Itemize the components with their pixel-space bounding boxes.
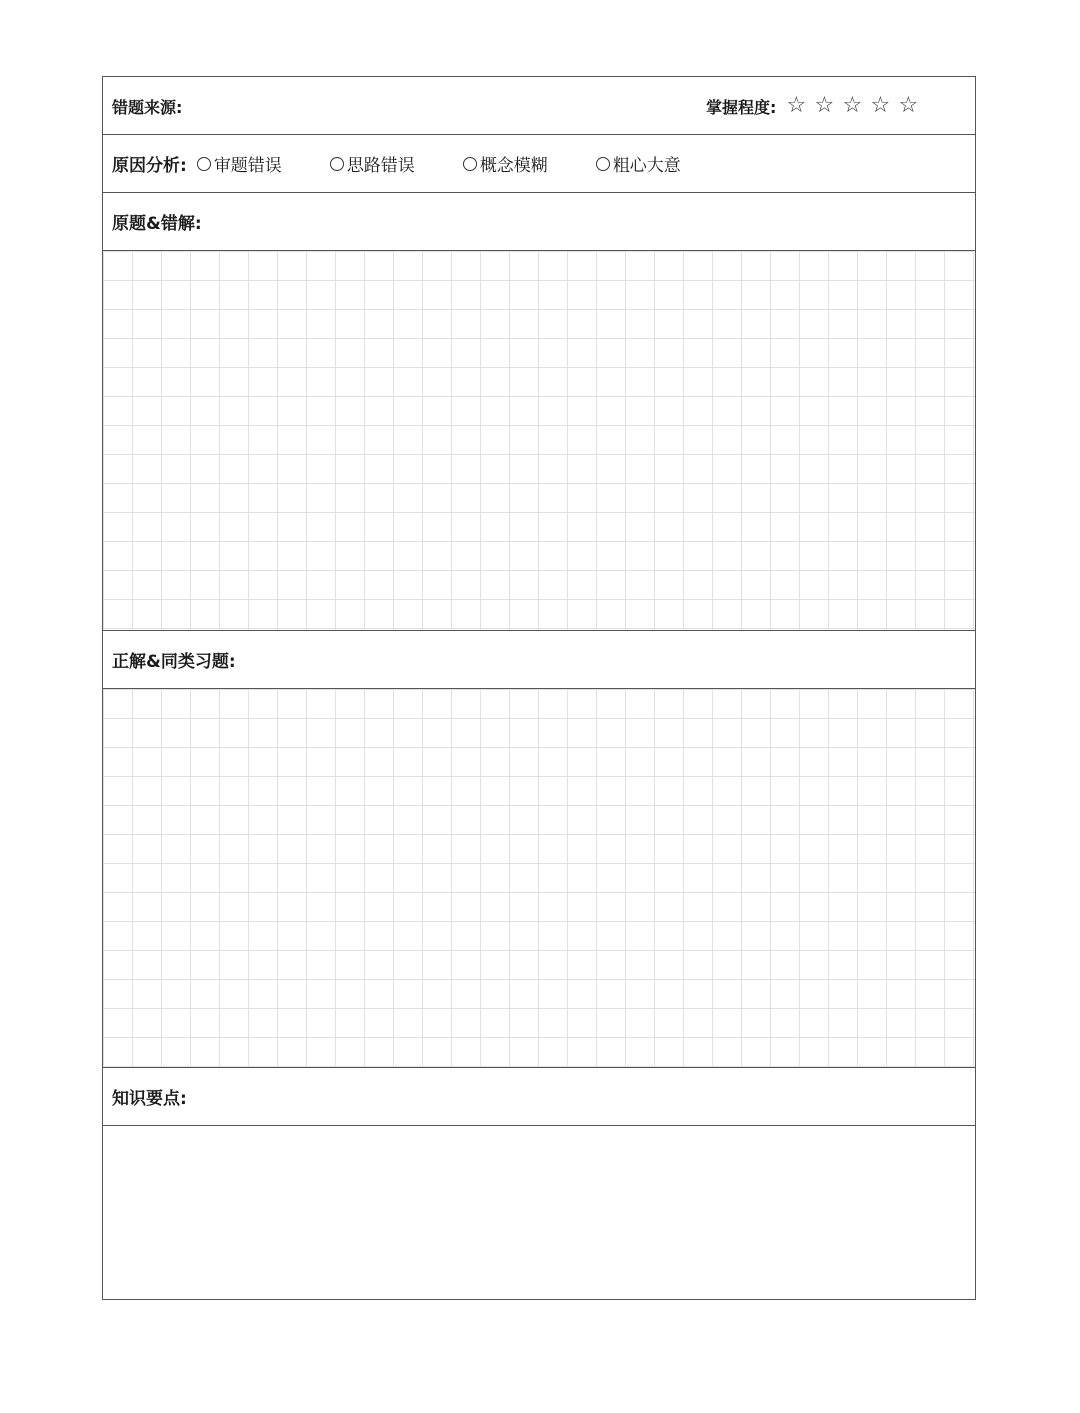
star-icon[interactable]: ☆	[870, 93, 891, 118]
radio-circle-icon[interactable]	[330, 157, 344, 171]
star-icon[interactable]: ☆	[842, 93, 863, 118]
reason-option-2[interactable]	[330, 151, 415, 176]
source-label-text: 错题来源:	[112, 97, 183, 117]
reason-row	[103, 135, 975, 193]
mastery-stars	[782, 95, 922, 117]
reason-option-label: 审题错误	[213, 156, 282, 176]
error-notebook-sheet	[102, 76, 976, 1300]
original-question-header	[103, 193, 975, 251]
reason-option-1[interactable]	[197, 151, 282, 176]
reason-option-3[interactable]	[463, 151, 548, 176]
correct-answer-label: 正解&同类习题:	[112, 652, 236, 672]
radio-circle-icon[interactable]	[596, 157, 610, 171]
knowledge-points-writing-area[interactable]	[103, 1126, 975, 1298]
correct-answer-header	[103, 631, 975, 689]
original-question-label: 原题&错解:	[112, 214, 202, 234]
radio-circle-icon[interactable]	[463, 157, 477, 171]
reason-option-label: 思路错误	[346, 156, 415, 176]
star-icon[interactable]: ☆	[814, 93, 835, 118]
reason-option-label: 粗心大意	[612, 156, 681, 176]
knowledge-points-label: 知识要点:	[112, 1089, 187, 1109]
source-label	[112, 77, 182, 135]
correct-answer-writing-grid[interactable]	[103, 689, 975, 1068]
reason-option-label: 概念模糊	[479, 156, 548, 176]
radio-circle-icon[interactable]	[197, 157, 211, 171]
star-icon[interactable]: ☆	[786, 93, 807, 118]
reason-option-4[interactable]	[596, 151, 681, 176]
reason-label: 原因分析:	[112, 156, 187, 176]
mastery-group	[706, 77, 922, 135]
star-icon[interactable]: ☆	[898, 93, 919, 118]
original-question-writing-grid[interactable]	[103, 251, 975, 631]
mastery-label: 掌握程度:	[706, 97, 777, 117]
source-mastery-row	[103, 77, 975, 135]
knowledge-points-header	[103, 1068, 975, 1126]
